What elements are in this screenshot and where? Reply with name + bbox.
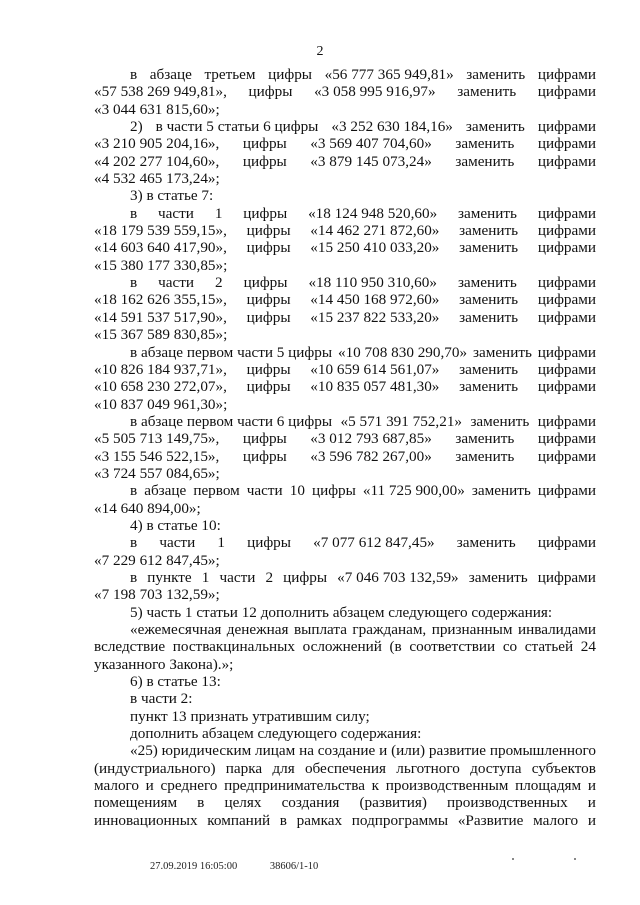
line-word: льготного [396,759,460,777]
line-word: «10 659 614 561,07» [310,360,440,378]
text-line [94,534,596,551]
line-word: на [299,742,314,760]
line-word: выплата [293,621,347,638]
text-line [94,118,596,135]
line-word: в [130,482,138,500]
line-word: создание [317,742,376,760]
line-word: цифры [242,430,287,448]
line-word: признанным [431,621,513,638]
line-word: цифрами [537,204,596,222]
line-word: цифрами [537,412,596,430]
line-word: цифрами [537,83,596,101]
line-word: «15 237 822 533,20» [310,308,440,326]
line-word: цифрами [537,482,596,500]
line-word: цифрами [537,274,596,292]
line-word: со [502,638,518,656]
line-word: «11 725 900,00» [362,482,465,500]
line-word: цифры [243,274,288,292]
line-word: цифры [246,308,291,326]
line-word: 2) [130,118,143,136]
line-word: «10 708 830 290,70» [337,343,468,361]
line-word: помещениям [94,794,178,812]
text-line [94,66,596,83]
text-line [94,153,596,170]
document-body [94,66,596,829]
footer [150,861,348,872]
footer-doc-id: 38606/1-10 [269,861,319,872]
line-word: пункте [147,568,192,586]
line-word: заменить [471,482,531,500]
line-word: цифры [243,204,288,222]
line-word: компаний [207,811,271,829]
line-word: цифры [246,360,291,378]
line-word: и [145,777,154,795]
line-word: цифры [311,482,356,500]
text-line: пункт 13 признать утратившим силу; [130,707,370,725]
line-word: денежная [226,621,289,638]
line-word: «3 058 995 916,97» [314,83,436,101]
line-word: «18 110 950 310,60» [308,274,437,292]
line-word: юридическим [161,742,252,760]
line-word: «56 777 365 949,81» [324,66,454,83]
line-word: «7 046 703 132,59» [337,568,459,586]
line-word: лицам [255,742,296,760]
line-word: «4 202 277 104,60», [94,152,220,170]
line-word: «14 450 168 972,60» [310,291,440,309]
text-line [94,239,596,256]
line-word: заменить [472,343,532,361]
line-word: производственных [447,794,568,812]
line-word: цифры [242,447,287,465]
line-word: цифры [246,291,291,309]
line-word: 24 [580,638,596,656]
line-word: части [158,204,194,222]
text-line: 3) в статье 7: [130,187,214,205]
line-word: парка [225,759,263,777]
line-word: для [272,759,295,777]
line-word: к [371,777,380,795]
line-word: заменить [459,291,519,309]
line-word: «14 462 271 872,60» [310,222,440,240]
line-word: в [130,66,138,83]
text-line [94,448,596,465]
line-word: малого [94,777,139,795]
line-word: цифрами [537,135,596,153]
text-line [94,812,596,829]
scan-speck [512,858,514,860]
line-word: части [158,274,195,292]
line-word: в абзаце первом части 6 цифры [130,412,333,430]
line-word: в [130,568,138,586]
line-word: обеспечения [304,759,387,777]
line-word: «7 077 612 847,45» [313,534,435,552]
line-word: цифрами [537,118,596,136]
line-word: производственным [385,777,509,795]
line-word: «5 571 391 752,21» [340,412,462,430]
line-word: «Развитие [457,811,524,829]
text-line: «4 532 465 173,24»; [94,170,220,188]
line-word: заменить [457,274,517,292]
text-line: «3 044 631 815,60»; [94,100,220,118]
line-word: цифрами [537,66,596,83]
line-word: целях [224,794,262,812]
line-word: части [219,568,256,586]
line-word: 2 [265,568,274,586]
line-word: цифры [246,378,291,396]
line-word: в части 5 статьи 6 цифры [155,118,319,136]
line-word: (развития) [359,794,427,812]
line-word: «3 596 782 267,00» [310,447,432,465]
text-line [94,777,596,794]
line-word: создания [281,794,340,812]
text-line [94,430,596,447]
line-word: заменить [455,430,515,448]
line-word: части [246,482,283,500]
line-word: цифрами [537,343,596,361]
line-word: соответствии [409,638,496,656]
line-word: в [130,274,138,292]
line-word: заменить [458,204,517,222]
text-line [94,274,596,291]
line-word: заменить [470,412,530,430]
line-word: и [587,811,596,829]
line-word: развитие [428,742,487,760]
line-word: «15 250 410 033,20» [310,239,440,257]
text-line: 6) в статье 13: [130,673,221,691]
line-word: цифры [283,568,328,586]
line-word: «3 569 407 704,60» [310,135,432,153]
line-word: статьей [524,638,574,656]
footer-timestamp: 27.09.2019 16:05:00 [150,861,238,872]
line-word: рамках [296,811,343,829]
line-word: 1 [201,568,210,586]
line-word: 1 [214,204,223,222]
line-word: вследствие [94,638,166,656]
line-word: малого [533,811,579,829]
line-word: «18 124 948 520,60» [308,204,438,222]
line-word: заменить [459,308,519,326]
line-word: поствакцинальных [172,638,295,656]
line-word: заменить [459,360,519,378]
line-word: в [130,204,138,222]
text-line [94,794,596,811]
line-word: цифры [246,222,291,240]
text-line [94,83,596,100]
text-line [94,569,596,586]
line-word: третьем [204,66,256,83]
line-word: «14 603 640 417,90», [94,239,227,257]
line-word: доступа [470,759,522,777]
line-word: цифрами [537,152,596,170]
text-line [94,309,596,326]
text-line [94,361,596,378]
line-word: части [159,534,196,552]
text-line [94,205,596,222]
line-word: цифрами [537,308,596,326]
line-word: (индустриального) [94,759,216,777]
text-line: «15 380 177 330,85»; [94,256,228,274]
line-word: заменить [466,66,526,83]
line-word: цифрами [537,534,596,552]
text-line: дополнить абзацем следующего содержания: [130,725,422,743]
line-word: подпрограммы [351,811,449,829]
line-word: абзаце [149,66,192,83]
line-word: 1 [217,534,225,552]
line-word: «3 012 793 687,85» [310,430,432,448]
line-word: цифры [246,239,291,257]
line-word: (или) [391,742,426,760]
line-word: «3 879 145 073,24» [310,152,432,170]
line-word: в [279,811,287,829]
line-word: цифрами [537,291,596,309]
line-word: заменить [456,534,516,552]
line-word: заменить [455,152,515,170]
text-line: «14 640 894,00»; [94,499,201,517]
scan-speck [574,858,576,860]
line-word: (в [389,638,402,656]
line-word: «3 155 546 522,15», [94,447,220,465]
line-word: в [130,534,138,552]
line-word: заменить [455,447,515,465]
line-word: первом [193,482,240,500]
text-line [94,621,596,638]
line-word: заменить [459,378,519,396]
line-word: цифрами [537,447,596,465]
text-line [94,638,596,655]
line-word: промышленного [489,742,596,760]
line-word: «10 826 184 937,71», [94,360,227,378]
line-word: цифрами [537,430,596,448]
line-word: и [587,794,596,812]
line-word: гражданам, [352,621,427,638]
text-line: «7 229 612 847,45»; [94,551,220,569]
line-word: цифрами [537,378,596,396]
line-word: и [379,742,388,760]
line-word: «ежемесячная [130,621,222,638]
line-word: цифры [242,152,287,170]
text-line [94,291,596,308]
line-word: заменить [468,568,528,586]
line-word: «3 252 630 184,16» [331,118,453,136]
text-line [94,222,596,239]
line-word: цифры [248,83,293,101]
text-line [94,482,596,499]
line-word: «18 179 539 559,15», [94,222,227,240]
text-line [94,413,596,430]
text-line: указанного Закона).»; [94,655,234,673]
line-word: среднего [160,777,218,795]
line-word: осложнений [302,638,382,656]
line-word: заменить [457,83,517,101]
text-line: 5) часть 1 статьи 12 дополнить абзацем следующего содержания: [130,603,553,621]
text-line: «15 367 589 830,85»; [94,326,228,344]
line-word: цифрами [537,360,596,378]
line-word: субъектов [531,759,596,777]
text-line [94,135,596,152]
line-word: в абзаце первом части 5 цифры [130,343,333,361]
page-number: 2 [316,44,324,59]
line-word: цифры [268,66,313,83]
line-word: заменить [465,118,525,136]
line-word: «10 835 057 481,30» [310,378,440,396]
line-word: цифрами [537,222,596,240]
text-line [94,378,596,395]
text-line: 4) в статье 10: [130,516,221,534]
line-word: «14 591 537 517,90», [94,308,227,326]
line-word: заменить [455,135,515,153]
line-word: заменить [459,222,519,240]
line-word: в [197,794,205,812]
line-word: цифрами [537,568,596,586]
line-word: «10 658 230 272,07», [94,378,227,396]
line-word: цифры [247,534,291,552]
line-word: и [587,777,596,795]
text-line [94,760,596,777]
line-word: «3 210 905 204,16», [94,135,220,153]
line-word: цифрами [537,239,596,257]
line-word: инновационных [94,811,198,829]
line-word: «18 162 626 355,15», [94,291,227,309]
line-word: «5 505 713 149,75», [94,430,220,448]
line-word: «57 538 269 949,81», [94,83,227,101]
line-word: абзаце [144,482,187,500]
text-line: в части 2: [130,690,193,708]
text-line: «7 198 703 132,59»; [94,586,220,604]
line-word: 10 [289,482,305,500]
line-word: заменить [459,239,519,257]
line-word: цифры [242,135,287,153]
line-word: 2 [215,274,223,292]
text-line [94,742,596,759]
line-word: предпринимательства [224,777,365,795]
line-word: площадям [515,777,582,795]
line-word: «25) [130,742,158,760]
text-line: «10 837 049 961,30»; [94,395,228,413]
text-line: «3 724 557 084,65»; [94,464,220,482]
line-word: инвалидами [517,621,596,638]
text-line [94,344,596,361]
